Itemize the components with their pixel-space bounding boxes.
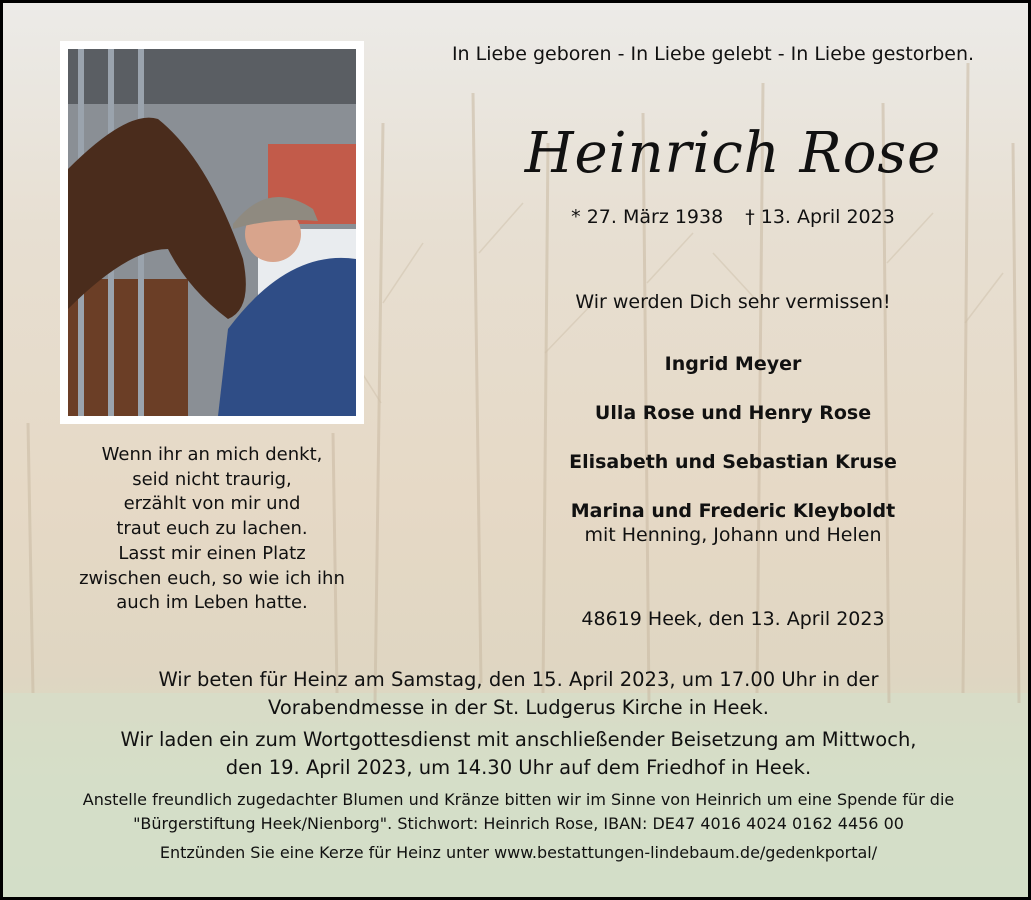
birth-date: * 27. März 1938 [571,206,724,228]
poem-line: traut euch zu lachen. [116,518,308,540]
prayer-info: Wir beten für Heinz am Samstag, den 15. April 2023, um 17.00 Uhr in der Vorabendmesse in der St. Ludgerus Kirche in Heek. [158,668,879,719]
place-and-date: 48619 Heek, den 13. April 2023 [581,608,885,630]
deceased-name: Heinrich Rose [524,121,942,186]
memorial-portal-link[interactable]: Entzünden Sie eine Kerze für Heinz unter www.bestattungen-lindebaum.de/gedenkportal/ [159,843,878,862]
poem [60,443,364,616]
mourner-name: Marina und Frederic Kleyboldt [570,500,896,522]
mourner-name: Ingrid Meyer [664,353,802,375]
motto: In Liebe geboren - In Liebe gelebt - In Liebe gestorben. [451,43,975,65]
man-with-horse-photo [68,49,356,416]
service-info [3,666,1031,786]
donation-info [3,788,1031,836]
poem-line: auch im Leben hatte. [116,592,308,614]
poem-line: seid nicht traurig, [132,468,292,490]
mourner-name: Elisabeth und Sebastian Kruse [569,451,897,473]
death-date: † 13. April 2023 [745,206,895,228]
donation-line: Anstelle freundlich zugedachter Blumen und Kränze bitten wir im Sinne von Heinrich um eine Spende für die [82,790,955,809]
mourner-name: Ulla Rose und Henry Rose [594,402,872,424]
life-dates [433,206,1031,228]
mourners-list [433,352,1031,548]
poem-line: Lasst mir einen Platz [118,542,306,564]
donation-line: "Bürgerstiftung Heek/Nienborg". Stichwort: Heinrich Rose, IBAN: DE47 4016 4024 0162 4456 00 [133,814,904,833]
mourner-children: mit Henning, Johann und Helen [584,524,882,546]
poem-line: zwischen euch, so wie ich ihn [79,567,345,589]
farewell-line: Wir werden Dich sehr vermissen! [575,291,891,313]
poem-line: Wenn ihr an mich denkt, [101,444,323,465]
poem-line: erzählt von mir und [123,493,301,515]
burial-info: Wir laden ein zum Wortgottesdienst mit anschließender Beisetzung am Mittwoch, den 19. April 2023, um 14.30 Uhr auf dem Friedhof in Heek. [120,728,917,779]
portrait-photo [60,41,364,424]
